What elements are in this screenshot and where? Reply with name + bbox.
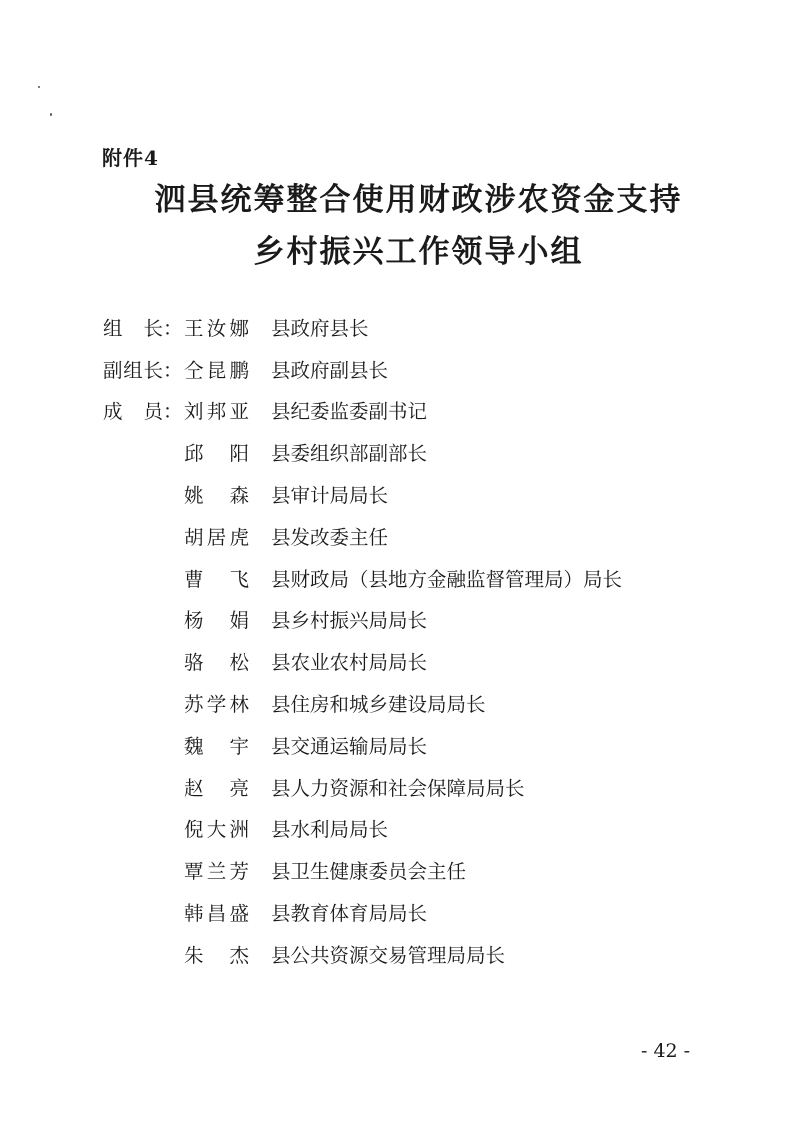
member-row bbox=[103, 390, 723, 432]
member-row bbox=[103, 724, 723, 766]
member-row bbox=[103, 933, 723, 975]
member-position: 县卫生健康委员会主任 bbox=[271, 860, 467, 884]
member-name: 韩 昌 盛 bbox=[184, 902, 249, 926]
member-position: 县人力资源和社会保障局局长 bbox=[271, 776, 525, 800]
member-position: 县住房和城乡建设局局长 bbox=[271, 693, 486, 717]
member-row bbox=[103, 891, 723, 933]
member-row bbox=[103, 849, 723, 891]
role-colon: ： bbox=[163, 358, 183, 382]
member-row bbox=[103, 640, 723, 682]
member-row bbox=[103, 808, 723, 850]
member-position: 县公共资源交易管理局局长 bbox=[271, 943, 506, 967]
member-name: 仝 昆 鹏 bbox=[184, 358, 249, 382]
member-row bbox=[103, 348, 723, 390]
scan-speck bbox=[38, 86, 40, 88]
member-position: 县财政局（县地方金融监督管理局）局长 bbox=[271, 567, 623, 591]
member-name: 赵 亮 bbox=[184, 776, 249, 800]
member-name: 魏 宇 bbox=[184, 734, 249, 758]
member-name: 胡 居 虎 bbox=[184, 525, 249, 549]
member-position: 县水利局局长 bbox=[271, 818, 389, 842]
member-name: 覃 兰 芳 bbox=[184, 860, 249, 884]
scan-speck bbox=[50, 113, 52, 116]
member-position: 县政府副县长 bbox=[271, 358, 389, 382]
member-row bbox=[103, 473, 723, 515]
member-name: 倪 大 洲 bbox=[184, 818, 249, 842]
member-position: 县政府县长 bbox=[271, 316, 369, 340]
member-name: 姚 森 bbox=[184, 484, 249, 508]
member-name: 刘 邦 亚 bbox=[184, 400, 249, 424]
member-position: 县交通运输局局长 bbox=[271, 734, 428, 758]
member-role: 成 员 bbox=[103, 400, 163, 424]
member-position: 县乡村振兴局局长 bbox=[271, 609, 428, 633]
member-name: 邱 阳 bbox=[184, 442, 249, 466]
member-row bbox=[103, 515, 723, 557]
member-position: 县农业农村局局长 bbox=[271, 651, 428, 675]
role-colon: ： bbox=[163, 316, 183, 340]
member-position: 县发改委主任 bbox=[271, 525, 389, 549]
member-name: 王 汝 娜 bbox=[184, 316, 249, 340]
member-row bbox=[103, 306, 723, 348]
role-colon: ： bbox=[163, 400, 183, 424]
document-title-line-1: 泗县统筹整合使用财政涉农资金支持 bbox=[154, 182, 683, 218]
member-position: 县纪委监委副书记 bbox=[271, 400, 428, 424]
page-number: - 42 - bbox=[641, 1040, 691, 1062]
member-position: 县委组织部副部长 bbox=[271, 442, 428, 466]
member-row bbox=[103, 682, 723, 724]
member-row bbox=[103, 599, 723, 641]
member-row bbox=[103, 766, 723, 808]
member-row bbox=[103, 431, 723, 473]
member-name: 朱 杰 bbox=[184, 943, 249, 967]
member-position: 县审计局局长 bbox=[271, 484, 389, 508]
member-name: 杨 娟 bbox=[184, 609, 249, 633]
member-role: 组 长 bbox=[103, 316, 163, 340]
member-name: 骆 松 bbox=[184, 651, 249, 675]
member-name: 曹 飞 bbox=[184, 567, 249, 591]
member-roster bbox=[103, 306, 723, 975]
document-title-line-2: 乡村振兴工作领导小组 bbox=[253, 234, 584, 270]
member-position: 县教育体育局局长 bbox=[271, 902, 428, 926]
member-row bbox=[103, 557, 723, 599]
member-name: 苏 学 林 bbox=[184, 693, 249, 717]
member-role: 副 组 长 bbox=[103, 358, 163, 382]
attachment-label: 附件4 bbox=[102, 146, 159, 170]
